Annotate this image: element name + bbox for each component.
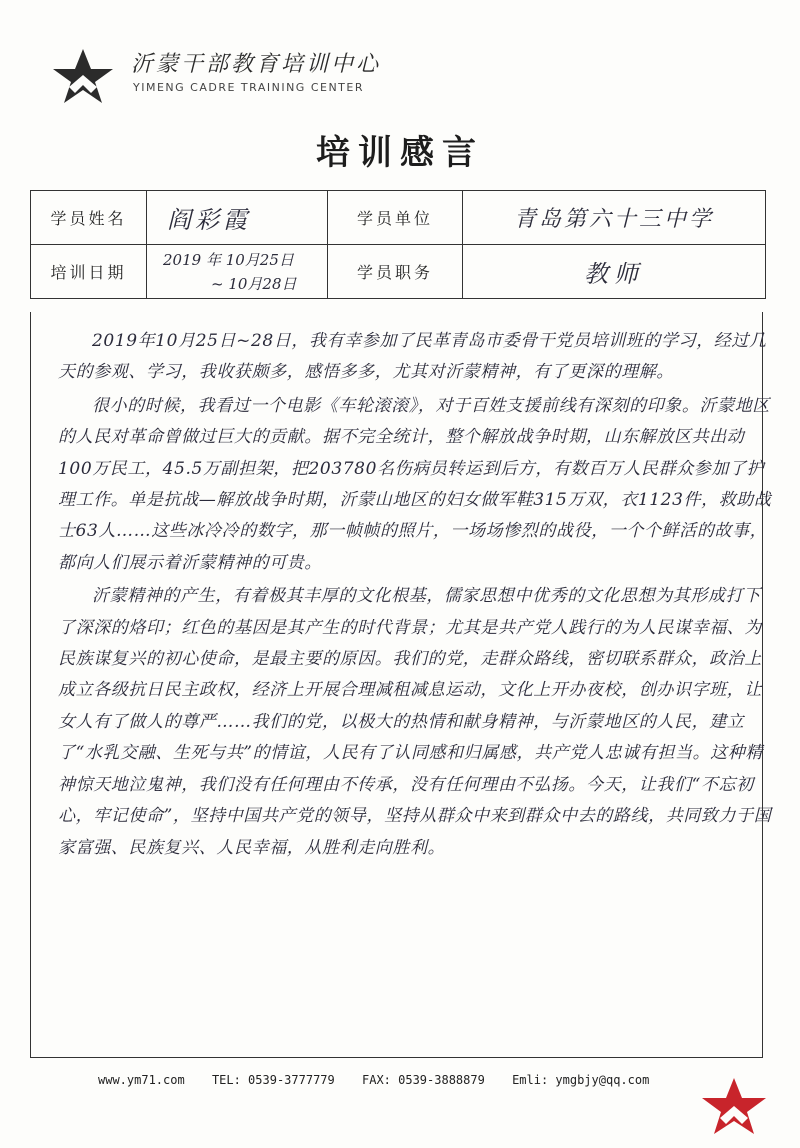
position-value: 教师 [463, 245, 766, 299]
fax: FAX: 0539-3888879 [362, 1073, 485, 1087]
date-end: ~ 10月28日 [211, 274, 297, 293]
paragraph: 2019年10月25日~28日，我有幸参加了民革青岛市委骨干党员培训班的学习，经过几天的参观、学习，我收获颇多，感悟多多，尤其对沂蒙精神，有了更深的理解。 [58, 331, 767, 383]
footer-contact [98, 1073, 669, 1087]
red-star-logo-icon [700, 1076, 768, 1136]
paragraph: 很小的时候，我看过一个电影《车轮滚滚》，对于百姓支援前线有深刻的印象。沂蒙地区的人民对革命曾做过巨大的贡献。据不完全统计，整个解放战争时期，山东解放区共出动100万民工，45.5万副担架，把203780名伤病员转运到后方，有数百万人民群众参加了护理工作。单是抗战—解放战争时期，沂蒙山地区的妇女做军鞋315万双，衣1123件，救助战士63人……这些冰冷冷的数字，那一帧帧的照片，一场场惨烈的战役，一个个鲜活的故事，都向人们展示着沂蒙精神的可贵。 [58, 395, 772, 573]
student-info-table [30, 190, 766, 299]
unit-value: 青岛第六十三中学 [463, 191, 766, 245]
date-value [147, 245, 328, 299]
name-label: 学员姓名 [31, 191, 147, 245]
reflection-text [58, 326, 772, 866]
org-name: 沂蒙干部教育培训中心 [131, 52, 382, 77]
org-name-en: YIMENG CADRE TRAINING CENTER [133, 81, 364, 94]
name-value: 阎彩霞 [147, 191, 328, 245]
paragraph: 沂蒙精神的产生，有着极其丰厚的文化根基，儒家思想中优秀的文化思想为其形成打下了深深的烙印；红色的基因是其产生的时代背景；尤其是共产党人践行的为人民谋幸福、为民族谋复兴的初心使命，是最主要的原因。我们的党，走群众路线，密切联系群众，政治上成立各级抗日民主政权，经济上开展合理减租减息运动，文化上开办夜校，创办识字班，让女人有了做人的尊严……我们的党，以极大的热情和献身精神，与沂蒙地区的人民，建立了“水乳交融、生死与共”的情谊，人民有了认同感和归属感，共产党人忠诚有担当。这种精神惊天地泣鬼神，我们没有任何理由不传承，没有任何理由不弘扬。今天，让我们“不忘初心，牢记使命”，坚持中国共产党的领导，坚持从群众中来到群众中去的路线，共同致力于国家富强、民族复兴、人民幸福，从胜利走向胜利。 [58, 586, 772, 858]
website: www.ym71.com [98, 1073, 185, 1087]
phone: TEL: 0539-3777779 [211, 1073, 335, 1087]
page-title: 培训感言 [316, 133, 484, 173]
header [45, 45, 405, 110]
date-start: 2019 年 10月25日 [163, 250, 294, 269]
date-label: 培训日期 [31, 245, 147, 299]
unit-label: 学员单位 [328, 191, 463, 245]
star-mountain-logo-icon [51, 47, 115, 105]
email: Emli: ymgbjy@qq.com [512, 1073, 650, 1087]
position-label: 学员职务 [328, 245, 463, 299]
